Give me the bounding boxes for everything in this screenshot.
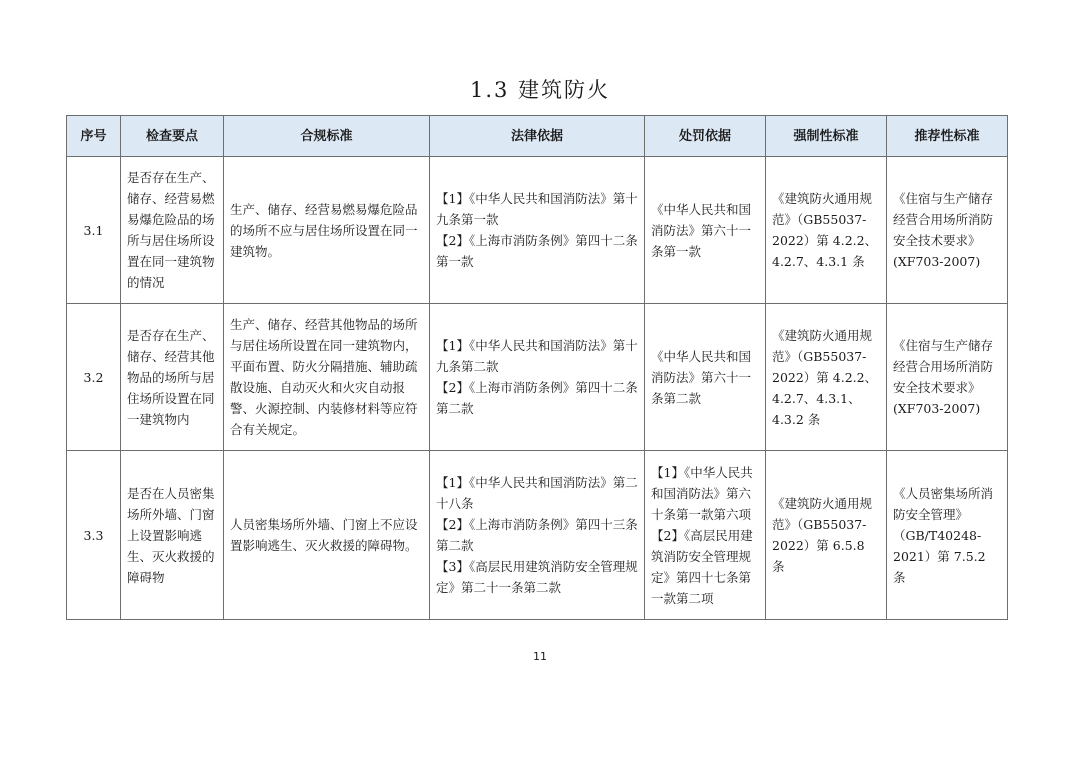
row-standard: 生产、储存、经营其他物品的场所与居住场所设置在同一建筑物内，平面布置、防火分隔措施、辅助疏散设施、自动灭火和火灾自动报警、火源控制、内装修材料等应符合有关规定。 [224,304,430,451]
row-no: 3.2 [67,304,121,451]
legal-item: 【1】《中华人民共和国消防法》第十九条第一款 [436,191,638,227]
row-legal [430,157,645,304]
legal-item: 【2】《上海市消防条例》第四十二条第二款 [436,380,638,416]
row-penalty [645,451,766,620]
legal-item: 【1】《中华人民共和国消防法》第二十八条 [436,475,638,511]
legal-item: 【3】《高层民用建筑消防安全管理规定》第二十一条第二款 [436,559,638,595]
row-legal [430,304,645,451]
row-recommended: 《人员密集场所消防安全管理》（GB/T40248-2021）第 7.5.2 条 [887,451,1008,620]
table-row [67,157,1008,304]
row-check: 是否存在生产、储存、经营其他物品的场所与居住场所设置在同一建筑物内 [121,304,224,451]
row-legal [430,451,645,620]
header-compliance-standard: 合规标准 [224,116,430,157]
legal-item: 【1】《中华人民共和国消防法》第十九条第二款 [436,338,638,374]
section-title: 1.3 建筑防火 [469,78,611,102]
row-recommended: 《住宿与生产储存经营合用场所消防安全技术要求》(XF703-2007) [887,157,1008,304]
row-penalty [645,157,766,304]
header-mandatory-standard: 强制性标准 [766,116,887,157]
penalty-item: 【1】《中华人民共和国消防法》第六十条第一款第六项 [651,464,753,522]
row-check: 是否存在生产、储存、经营易燃易爆危险品的场所与居住场所设置在同一建筑物的情况 [121,157,224,304]
regulation-table [66,115,1008,620]
row-mandatory: 《建筑防火通用规范》（GB55037-2022）第 4.2.2、4.2.7、4.3.1、4.3.2 条 [766,304,887,451]
header-penalty-basis: 处罚依据 [645,116,766,157]
row-penalty [645,304,766,451]
header-legal-basis: 法律依据 [430,116,645,157]
header-recommended-standard: 推荐性标准 [887,116,1008,157]
row-no: 3.1 [67,157,121,304]
row-mandatory: 《建筑防火通用规范》（GB55037-2022）第 6.5.8 条 [766,451,887,620]
penalty-item: 【2】《高层民用建筑消防安全管理规定》第四十七条第一款第二项 [651,527,753,606]
row-recommended: 《住宿与生产储存经营合用场所消防安全技术要求》(XF703-2007) [887,304,1008,451]
legal-item: 【2】《上海市消防条例》第四十三条第二款 [436,517,638,553]
legal-item: 【2】《上海市消防条例》第四十二条第一款 [436,233,638,269]
row-standard: 人员密集场所外墙、门窗上不应设置影响逃生、灭火救援的障碍物。 [224,451,430,620]
row-check: 是否在人员密集场所外墙、门窗上设置影响逃生、灭火救援的障碍物 [121,451,224,620]
table-row [67,451,1008,620]
row-standard: 生产、储存、经营易燃易爆危险品的场所不应与居住场所设置在同一建筑物。 [224,157,430,304]
table-row [67,304,1008,451]
table-header-row [67,116,1008,157]
penalty-item: 《中华人民共和国消防法》第六十一条第二款 [651,348,752,406]
page-number: 11 [533,650,547,663]
row-mandatory: 《建筑防火通用规范》（GB55037-2022）第 4.2.2、4.2.7、4.3.1 条 [766,157,887,304]
header-check-points: 检查要点 [121,116,224,157]
penalty-item: 《中华人民共和国消防法》第六十一条第一款 [651,201,752,259]
row-no: 3.3 [67,451,121,620]
header-no: 序号 [67,116,121,157]
